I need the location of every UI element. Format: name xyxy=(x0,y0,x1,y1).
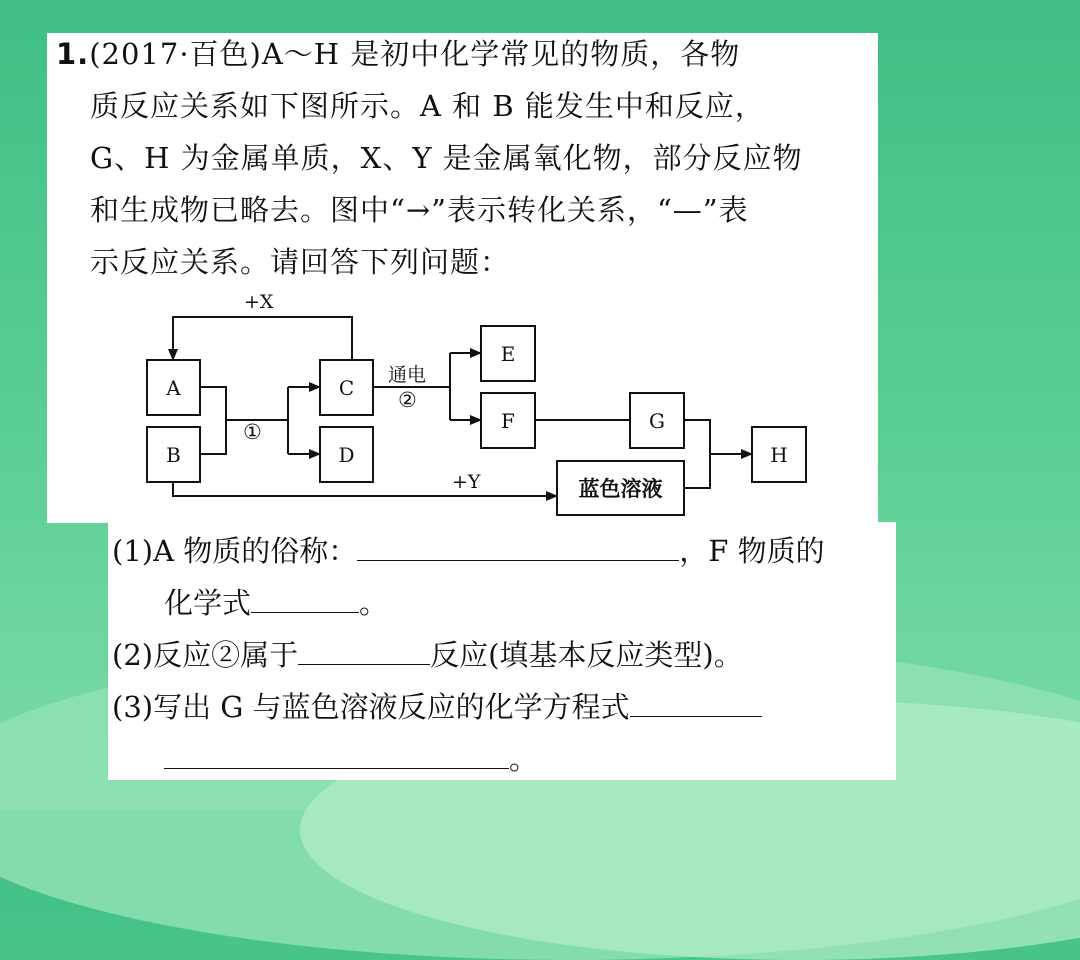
reaction-1-bracket xyxy=(200,387,226,454)
label-reaction-2: ② xyxy=(398,388,417,412)
node-blue-solution: 蓝色溶液 xyxy=(578,476,663,501)
answer-blank-2[interactable] xyxy=(251,586,359,613)
question-line-3: G、H 为金属单质，X、Y 是金属氧化物，部分反应物 xyxy=(90,141,803,175)
subquestion-3-line-1 xyxy=(112,689,762,725)
node-b: B xyxy=(166,442,181,467)
question-text-line: (2017·百色)A～H 是初中化学常见的物质，各物 xyxy=(89,37,741,71)
label-plus-y: +Y xyxy=(452,471,481,493)
label-electrolysis: 通电 xyxy=(388,364,427,386)
g-blue-bracket xyxy=(684,420,710,488)
question-line-5: 示反应关系。请回答下列问题： xyxy=(90,245,511,279)
node-g: G xyxy=(649,408,665,433)
arrow-c-to-a xyxy=(173,317,352,360)
question-line-4: 和生成物已略去。图中“→”表示转化关系，“—”表 xyxy=(90,193,749,227)
subquestion-3-line-2 xyxy=(164,741,538,777)
answer-blank-3[interactable] xyxy=(298,638,430,665)
label-reaction-1: ① xyxy=(243,420,262,444)
node-d: D xyxy=(338,442,355,467)
subquestion-1-line-2 xyxy=(164,585,388,621)
question-number: 1. xyxy=(56,37,90,71)
subquestion-1-end: 。 xyxy=(359,586,389,620)
subquestion-1-text-cont: ，F 物质的 xyxy=(679,534,825,568)
subquestion-2-text-cont: 反应(填基本反应类型)。 xyxy=(430,638,743,672)
node-a: A xyxy=(166,375,181,400)
node-f: F xyxy=(501,408,515,433)
subquestion-1-line-1 xyxy=(112,533,825,569)
node-e: E xyxy=(500,341,516,366)
subquestion-3-text: (3)写出 G 与蓝色溶液反应的化学方程式 xyxy=(112,690,630,724)
subquestion-2-text: (2)反应②属于 xyxy=(112,638,299,672)
subquestion-2-line xyxy=(112,637,743,673)
answer-blank-4[interactable] xyxy=(630,690,762,717)
node-c: C xyxy=(338,375,355,400)
label-plus-x: +X xyxy=(244,291,274,313)
question-line-2: 质反应关系如下图所示。A 和 B 能发生中和反应， xyxy=(90,89,765,123)
subquestion-3-end: 。 xyxy=(509,742,539,776)
answer-blank-5[interactable] xyxy=(164,742,509,769)
node-h: H xyxy=(770,442,788,467)
subquestion-1-formula-label: 化学式 xyxy=(164,586,252,620)
arrow-b-to-blue-solution xyxy=(173,482,557,496)
answer-blank-1[interactable] xyxy=(357,534,679,561)
subquestion-1-text: (1)A 物质的俗称： xyxy=(112,534,358,568)
